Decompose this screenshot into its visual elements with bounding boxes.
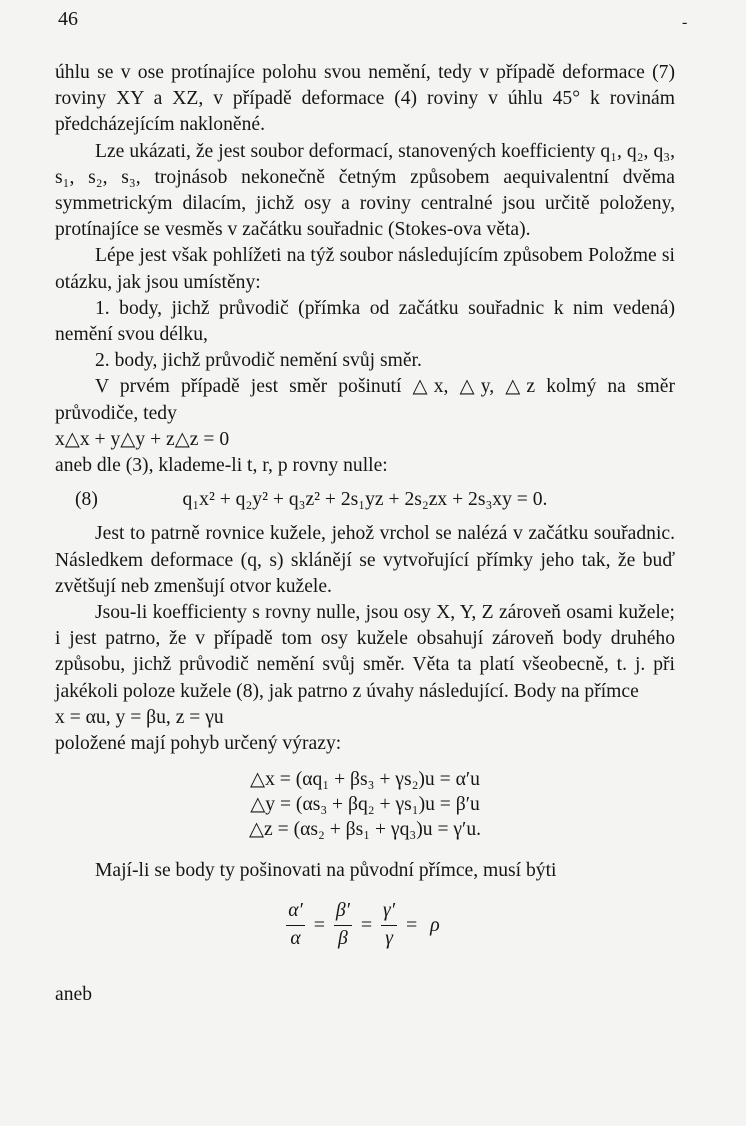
paragraph: úhlu se v ose protínajíce polohu svou nemění, tedy v případě deformace (7) roviny XY a XZ, v případě deformace (4) roviny v úhlu 45° k rovinám předcházejícím nakloněné. [55,62,675,136]
numerator: α′ [286,898,305,925]
equation: x△x + y△y + z△z = 0 [55,428,230,450]
equation: x = αu, y = βu, z = γu [55,706,224,728]
fraction [286,898,305,951]
paragraph: aneb dle (3), klademe-li t, r, p rovny nulle: [55,455,388,477]
paragraph: Jsou-li koefficienty s rovny nulle, jsou osy X, Y, Z zároveň osami kužele; i jest patrno, že v případě tom osy kužele obsahují zároveň body druhého způsobu, jichž průvodič nemění svůj směr. Věta ta platí všeobecně, t. j. při jakékoli poloze kužele (8), jak patrno z úvahy následující. Body na přímce [55,602,675,702]
equals-sign: = [405,914,418,937]
list-item: 1. body, jichž průvodič (přímka od začátku souřadnic k nim vedená) nemění svou délku, [55,297,675,346]
paragraph: položené mají pohyb určený výrazy: [55,733,342,755]
paragraph: Lépe jest však pohlížeti na týž soubor následujícím způsobem Položme si otázku, jak jsou umístěny: [55,245,675,293]
denominator: γ [385,927,393,949]
numerator: β′ [334,898,352,925]
rho-symbol: ρ [430,914,440,937]
fraction-equation [55,898,675,951]
paragraph: Jest to patrně rovnice kužele, jehož vrchol se nalézá v začátku souřadnic. Následkem deformace (q, s) sklánějí se vytvořující přímky jeho tak, že buď zvětšují neb zmenšují otvor kužele. [55,523,675,597]
page-number: 46 [58,8,78,30]
list-item: 2. body, jichž průvodič nemění svůj směr. [95,350,422,372]
paragraph: V prvém případě jest směr pošinutí △x, △y, △z kolmý na směr průvodiče, tedy [55,376,675,424]
equals-sign: = [313,914,325,937]
denominator: α [290,927,301,949]
equation: △z = (αs₂ + βs₁ + γq₃)u = γ′u. [248,819,482,841]
numerator: γ′ [381,898,397,925]
equation-8 [55,487,675,513]
equals-sign: = [360,914,373,937]
paragraph: aneb [55,983,92,1005]
fraction [381,898,397,951]
equation-block [55,767,675,842]
equation: △y = (αs₃ + βq₂ + γs₁)u = β′u [250,794,480,816]
paragraph: Mají-li se body ty pošinovati na původní přímce, musí býti [95,860,557,882]
equation-label: (8) [75,489,98,511]
denominator: β [338,927,348,949]
fraction [334,898,352,951]
body-text [55,60,675,1008]
page-mark: - [682,14,688,31]
equation: △x = (αq₁ + βs₃ + γs₂)u = α′u [250,769,480,791]
paragraph: Lze ukázati, že jest soubor deformací, stanovených koefficienty q₁, q₂, q₃, s₁, s₂, s₃, trojnásob nekonečně četným způsobem aequivalentní dvěma symmetrickým dilacím, jichž osy a roviny centralné jsou určitě položeny, protínajíce se vesměs v začátku souřadnic (Stokes-ova věta). [55,140,675,241]
equation-body: q₁x² + q₂y² + q₃z² + 2s₁yz + 2s₂zx + 2s₃xy = 0. [182,489,548,511]
